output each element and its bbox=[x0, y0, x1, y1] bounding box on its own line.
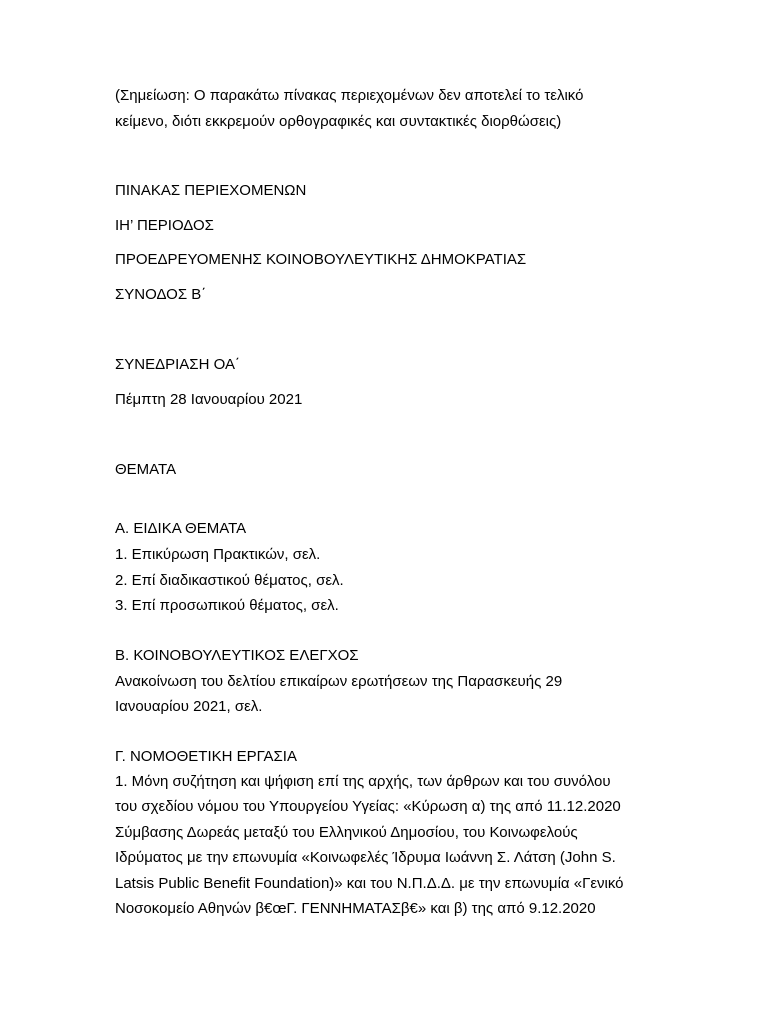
section-b-line: Ανακοίνωση του δελτίου επικαίρων ερωτήσεων της Παρασκευής 29 bbox=[115, 673, 563, 690]
section-a-item: 2. Επί διαδικαστικού θέματος, σελ. bbox=[115, 572, 344, 589]
topics-heading: ΘΕΜΑΤΑ bbox=[115, 461, 177, 478]
sitting-date: Πέμπτη 28 Ιανουαρίου 2021 bbox=[115, 391, 303, 408]
note-line-1: (Σημείωση: Ο παρακάτω πίνακας περιεχομένων δεν αποτελεί το τελικό bbox=[115, 87, 584, 104]
section-b-line: Ιανουαρίου 2021, σελ. bbox=[115, 698, 263, 715]
toc-title: ΠΙΝΑΚΑΣ ΠΕΡΙΕΧΟΜΕΝΩΝ bbox=[115, 182, 307, 199]
sitting-title: ΣΥΝΕΔΡΙΑΣΗ ΟΑ΄ bbox=[115, 356, 240, 373]
section-c-heading: Γ. ΝΟΜΟΘΕΤΙΚΗ ΕΡΓΑΣΙΑ bbox=[115, 748, 297, 765]
section-a-item: 3. Επί προσωπικού θέματος, σελ. bbox=[115, 597, 339, 614]
section-c-line: Latsis Public Benefit Foundation)» και του Ν.Π.Δ.Δ. με την επωνυμία «Γενικό bbox=[115, 875, 624, 892]
section-c-line: 1. Μόνη συζήτηση και ψήφιση επί της αρχής, των άρθρων και του συνόλου bbox=[115, 773, 611, 790]
period-heading: ΙΗ’ ΠΕΡΙΟΔΟΣ bbox=[115, 217, 214, 234]
section-b-heading: Β. ΚΟΙΝΟΒΟΥΛΕΥΤΙΚΟΣ ΕΛΕΓΧΟΣ bbox=[115, 647, 359, 664]
democracy-heading: ΠΡΟΕΔΡΕΥΟΜΕΝΗΣ ΚΟΙΝΟΒΟΥΛΕΥΤΙΚΗΣ ΔΗΜΟΚΡΑΤΙΑΣ bbox=[115, 251, 527, 268]
section-c-line: Νοσοκομείο Αθηνών β€œΓ. ΓΕΝΝΗΜΑΤΑΣβ€» και β) της από 9.12.2020 bbox=[115, 900, 596, 917]
section-c-line: Σύμβασης Δωρεάς μεταξύ του Ελληνικού Δημοσίου, του Κοινωφελούς bbox=[115, 824, 578, 841]
section-c-line: του σχεδίου νόμου του Υπουργείου Υγείας: «Κύρωση α) της από 11.12.2020 bbox=[115, 798, 621, 815]
section-a-item: 1. Επικύρωση Πρακτικών, σελ. bbox=[115, 546, 321, 563]
note-line-2: κείμενο, διότι εκκρεμούν ορθογραφικές και συντακτικές διορθώσεις) bbox=[115, 113, 562, 130]
session-heading: ΣΥΝΟΔΟΣ Β΄ bbox=[115, 286, 207, 303]
section-c-line: Ιδρύματος με την επωνυμία «Κοινωφελές Ίδρυμα Ιωάννη Σ. Λάτση (John S. bbox=[115, 849, 616, 866]
section-a-heading: Α. ΕΙΔΙΚΑ ΘΕΜΑΤΑ bbox=[115, 520, 247, 537]
